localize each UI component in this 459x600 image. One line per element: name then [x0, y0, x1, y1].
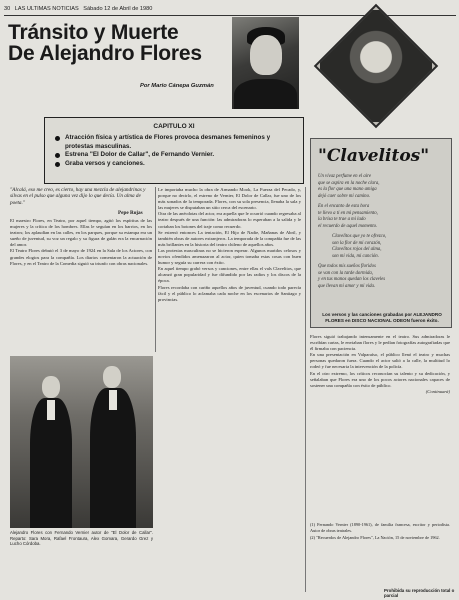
- epigraph-signature: Pepe Rojas: [118, 210, 143, 216]
- bullet-icon: [55, 153, 60, 158]
- portrait-shoulders: [234, 79, 297, 109]
- portrait-face: [250, 35, 282, 75]
- paragraph: Flores recordaba con cariño aquellos años de juventud, cuando todo parecía fácil y el público lo aclamaba cada noche en los escenarios de Santiago y provincias.: [158, 284, 301, 302]
- column-divider: [155, 187, 156, 352]
- bullet-icon: [55, 162, 60, 167]
- paragraph: En una presentación en Valparaíso, el público llenó el teatro y muchas personas quedaron fuera. Cuando el actor salió a la calle, la multitud lo rodeó y fue necesaria la intervención de la policía.: [310, 352, 450, 370]
- song-footer: Los versos y las canciones grabadas por ALEJANDRO FLORES en DISCO NACIONAL ODEON fueron éxito.: [322, 312, 442, 323]
- issue-date: Sábado 12 de Abril de 1980: [83, 6, 153, 12]
- page-number: 30: [4, 6, 11, 12]
- body-column-1: [10, 218, 152, 353]
- song-title: "Clavelitos": [318, 146, 430, 166]
- continued-label: (Continuará): [425, 388, 450, 394]
- chapter-heading: CAPITULO XI: [153, 123, 195, 130]
- paragraph: Otra de las anécdotas del actor, era aquella que le ocurrió cuando regresaba al teatro después de una función: las admiradoras lo esperaban a la salida y le cortaban los botones del traje como recuerdo.: [158, 211, 301, 229]
- publication-name: LAS ULTIMAS NOTICIAS: [14, 6, 79, 12]
- song-lyrics: [318, 174, 446, 294]
- paragraph: El Teatro Flores debutó el 3 de mayo de 1924 en la Sala de los Actores, con grandes elogios para la compañía. Los diarios comentaron la actuación de Flores, y en el Teatro de la Comedia siguió su triunfo con obras nacionales.: [10, 248, 152, 266]
- body-column-2: [158, 187, 301, 555]
- paragraph: Flores siguió trabajando intensamente en el teatro. Sus admiradoras le escribían cartas, le enviaban flores y le pedían fotografías autografiadas que él firmaba con paciencia.: [310, 334, 450, 352]
- epigraph: "Alcalá, eso me creo, es cierto, hay una mezcla de alejandrinas y silvas en el pulso que alguna vez dijo lo que decía. Un alma de poeta.": [10, 187, 146, 206]
- footnote: (1) Fernando Vernier (1890-1961), de familia francesa, escritor y periodista. Autor de obras teatrales.: [310, 522, 450, 533]
- reproduction-credit: Prohibida su reproducción total o parcial: [384, 588, 455, 598]
- stanza: En el encanto de esta hora te llevo a ti en mi pensamiento, la brisa te trae a mi lado el recuerdo de aquel momento.: [318, 204, 378, 229]
- body-column-3: [310, 334, 450, 518]
- title-line-2: De Alejandro Flores: [8, 42, 202, 65]
- paragraph: Le importaba mucho la obra de Armando Mook, La Fuerza del Pecado, y, porque no decirlo, el estreno de Vernier, El Dolor de Callar, fue uno de los más sonados de la temporada. Flores, con su sola presencia, llenaba la sala y las mujeres se disputaban un sitio cerca del escenario.: [158, 187, 301, 211]
- chapter-item: Graba versos y canciones.: [55, 160, 299, 169]
- paragraph: En aquel tiempo grabó versos y canciones, entre ellas el vals Clavelitos, que alcanzó gran popularidad y fue difundido por las radios y los discos de la época.: [158, 266, 301, 284]
- article-title: [8, 22, 230, 64]
- footnotes: [310, 522, 450, 543]
- paragraph: Se estrenó entonces La tentación, El Hijo de Nadie, Mañanas de Abril, y también obras de autores extranjeros. La temporada de la compañía fue de las más brillantes en la historia del teatro chileno de aquellos años.: [158, 229, 301, 247]
- author-portrait-photo: [232, 17, 299, 109]
- paragraph: En el otro extremo, los críticos reconocían su talento y su dedicación, y señalaban que Flores era uno de los pocos actores nacionales capaces de sostener una compañía con éxito de público.: [310, 370, 450, 388]
- chapter-summary-box: [44, 117, 304, 184]
- chorus: Clavelitos que yo te ofrezco, son la flor de mi corazón, Clavelitos rojos del alma, son mi vida, mi canción.: [332, 234, 387, 259]
- chapter-list: [55, 134, 299, 168]
- chapter-item: Estrena "El Dolor de Callar", de Fernando Vernier.: [55, 151, 299, 160]
- stanza: Que todos mis sueños floridos se van con la tarde dormida, y en tus manos quedan los claveles que llevan mi amor y mi vida.: [318, 264, 386, 289]
- running-head: [4, 3, 456, 16]
- chapter-item: Atracción física y artística de Flores provoca desmanes femeninos y protestas masculinas.: [55, 134, 299, 151]
- bullet-icon: [55, 136, 60, 141]
- title-line-1: Tránsito y Muerte: [8, 21, 179, 44]
- footnote: (2) "Recuerdos de Alejandro Flores", La Nación, 15 de noviembre de 1962.: [310, 535, 440, 541]
- stanza: Un vivaz perfume en el aire que se aspira en la noche clara, es la flor que una mano amiga dejó caer sobre mi camino.: [318, 174, 380, 199]
- diamond-portrait-photo: [314, 4, 438, 128]
- photo-caption: Alejandro Flores con Fernando Vernier autor de "El Dolor de Callar". Reparto: Sara Mora, Rafael Frontaura, Alex Gomara, Gerardo Grez y Lucho Córdoba.: [10, 530, 153, 547]
- paragraph: El maestro Flores, en Teatro, por aquel tiempo, agitó los espíritus de las mujeres y la crítica de los hombres. Ellas le seguían en los barrios, en los teatros; los aplaudían en las calles, en los parques, porque su estampa era un sueño de juventud, su voz un regalo y su figura de galán era la encarnación del amor.: [10, 218, 152, 248]
- photo-flores-vernier: [10, 356, 153, 528]
- paragraph: Las protestas masculinas no se hicieron esperar. Algunos maridos celosos y novios ofendidos amenazaron al actor, quien tomaba estas cosas con buen humor y seguía su carrera con éxito.: [158, 247, 301, 266]
- byline: Por Mario Cánepa Guzmán: [140, 83, 214, 89]
- column-divider: [305, 187, 306, 592]
